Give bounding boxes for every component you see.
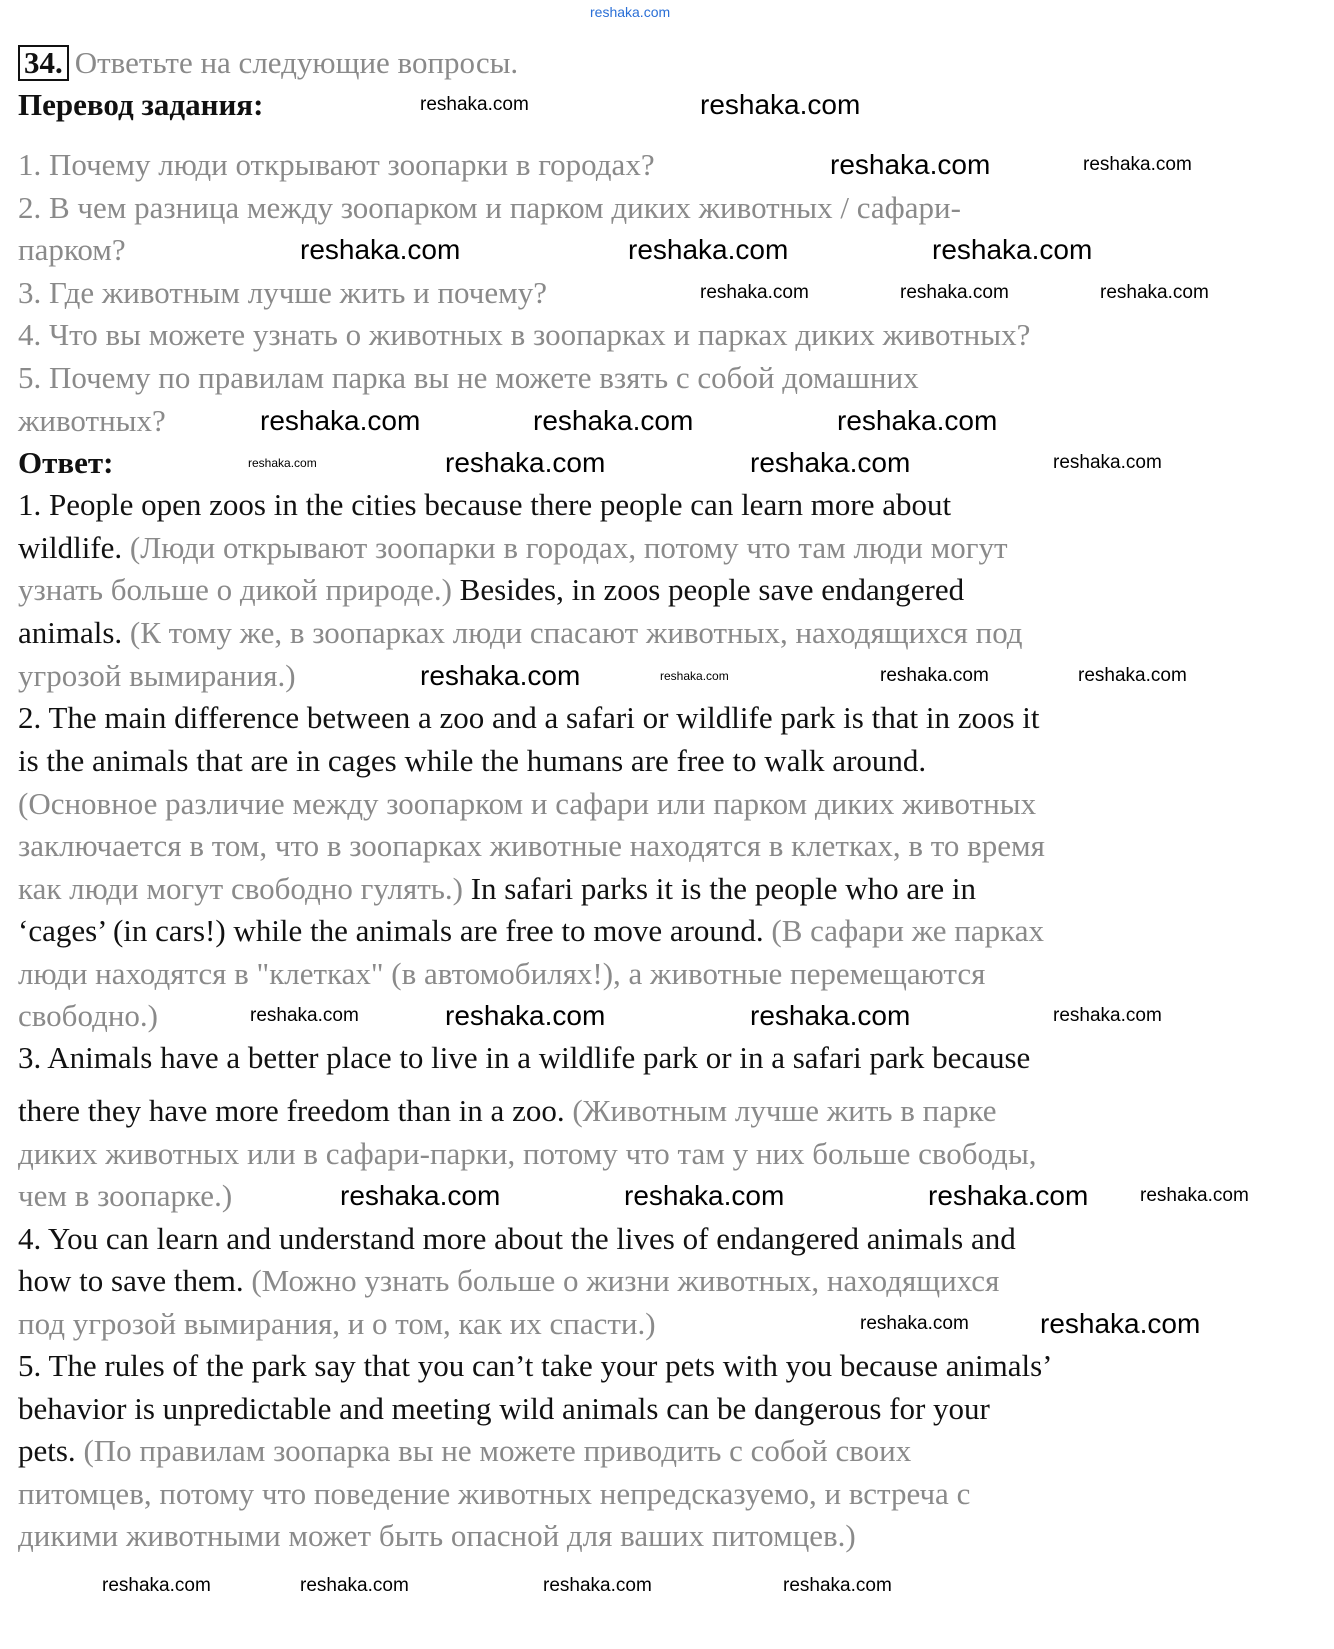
text-line xyxy=(18,785,1036,823)
watermark: reshaka.com xyxy=(1100,282,1209,303)
english-text: there they have more freedom than in a zoo. xyxy=(18,1093,573,1128)
english-text: 2. The main difference between a zoo and a safari or wildlife park is that in zoos it xyxy=(18,700,1040,735)
text-line xyxy=(18,742,926,780)
russian-text: 3. Где животным лучше жить и почему? xyxy=(18,275,547,310)
russian-text: (По правилам зоопарка вы не можете приводить с собой своих xyxy=(83,1433,912,1468)
russian-text: заключается в том, что в зоопарках животные находятся в клетках, в то время xyxy=(18,828,1045,863)
english-text: 4. You can learn and understand more about the lives of endangered animals and xyxy=(18,1221,1016,1256)
russian-text: 2. В чем разница между зоопарком и парком диких животных / сафари- xyxy=(18,190,961,225)
watermark: reshaka.com xyxy=(860,1313,969,1334)
russian-text: 5. Почему по правилам парка вы не можете взять с собой домашних xyxy=(18,360,919,395)
english-text: Besides, in zoos people save endangered xyxy=(459,572,965,607)
russian-text: свободно.) xyxy=(18,998,158,1033)
watermark: reshaka.com xyxy=(248,456,317,470)
text-line xyxy=(18,231,126,269)
watermark: reshaka.com xyxy=(300,234,461,265)
russian-text: животных? xyxy=(18,403,166,438)
watermark: reshaka.com xyxy=(590,4,671,20)
russian-text: как люди могут свободно гулять.) xyxy=(18,871,471,906)
text-line xyxy=(18,1305,656,1343)
russian-text: питомцев, потому что поведение животных непредсказуемо, и встреча с xyxy=(18,1476,971,1511)
exercise-number: 34. xyxy=(18,45,69,81)
text-line xyxy=(18,86,263,124)
watermark: reshaka.com xyxy=(102,1575,211,1596)
text-line xyxy=(18,1220,1016,1258)
watermark: reshaka.com xyxy=(420,660,581,691)
text-line xyxy=(18,1432,911,1470)
text-line xyxy=(18,359,919,397)
russian-text: узнать больше о дикой природе.) xyxy=(18,572,460,607)
watermark: reshaka.com xyxy=(250,1005,359,1026)
text-line xyxy=(18,955,985,993)
watermark: reshaka.com xyxy=(1083,154,1192,175)
watermark: reshaka.com xyxy=(660,669,729,683)
text-line xyxy=(18,827,1045,865)
english-text: 5. The rules of the park say that you can’t take your pets with you because animals’ xyxy=(18,1348,1053,1383)
watermark: reshaka.com xyxy=(750,1000,911,1031)
watermark: reshaka.com xyxy=(830,149,991,180)
english-text: pets. xyxy=(18,1433,84,1468)
watermark: reshaka.com xyxy=(533,405,694,436)
text-line xyxy=(18,571,964,609)
text-line xyxy=(18,1390,990,1428)
english-text: 1. People open zoos in the cities because there people can learn more about xyxy=(18,487,952,522)
watermark: reshaka.com xyxy=(260,405,421,436)
text-line xyxy=(18,870,976,908)
russian-text: (Животным лучше жить в парке xyxy=(572,1093,997,1128)
text-line xyxy=(18,1475,970,1513)
russian-text: парком? xyxy=(18,232,126,267)
watermark: reshaka.com xyxy=(928,1180,1089,1211)
text-line xyxy=(18,402,166,440)
english-text: is the animals that are in cages while the humans are free to walk around. xyxy=(18,743,927,778)
russian-text: (Люди открывают зоопарки в городах, потому что там люди могут xyxy=(129,530,1008,565)
watermark: reshaka.com xyxy=(880,665,989,686)
russian-text: 1. Почему люди открывают зоопарки в городах? xyxy=(18,147,655,182)
text-line xyxy=(18,1039,1030,1077)
english-text: behavior is unpredictable and meeting wild animals can be dangerous for your xyxy=(18,1391,990,1426)
russian-text: угрозой вымирания.) xyxy=(18,658,296,693)
russian-text: диких животных или в сафари-парки, потому что там у них больше свободы, xyxy=(18,1136,1037,1171)
text-line xyxy=(18,1135,1037,1173)
text-line xyxy=(18,1092,997,1130)
text-line xyxy=(18,1262,999,1300)
watermark: reshaka.com xyxy=(1140,1185,1249,1206)
russian-text: чем в зоопарке.) xyxy=(18,1178,233,1213)
watermark: reshaka.com xyxy=(750,447,911,478)
section-heading: Ответ: xyxy=(18,445,114,480)
english-text: how to save them. xyxy=(18,1263,252,1298)
watermark: reshaka.com xyxy=(445,447,606,478)
watermark: reshaka.com xyxy=(783,1575,892,1596)
watermark: reshaka.com xyxy=(932,234,1093,265)
text-line xyxy=(18,1347,1052,1385)
russian-text: люди находятся в "клетках" (в автомобилях!), а животные перемещаются xyxy=(18,956,986,991)
watermark: reshaka.com xyxy=(624,1180,785,1211)
russian-text: Ответьте на следующие вопросы. xyxy=(74,45,519,80)
watermark: reshaka.com xyxy=(628,234,789,265)
watermark: reshaka.com xyxy=(445,1000,606,1031)
text-line xyxy=(18,146,655,184)
text-line xyxy=(18,189,961,227)
text-line xyxy=(18,529,1008,567)
english-text: 3. Animals have a better place to live in a wildlife park or in a safari park because xyxy=(18,1040,1031,1075)
text-line xyxy=(18,657,296,695)
watermark: reshaka.com xyxy=(1040,1308,1201,1339)
watermark: reshaka.com xyxy=(340,1180,501,1211)
watermark: reshaka.com xyxy=(1053,452,1162,473)
section-heading: Перевод задания: xyxy=(18,87,264,122)
russian-text: (В сафари же парках xyxy=(771,913,1044,948)
russian-text: (К тому же, в зоопарках люди спасают животных, находящихся под xyxy=(129,615,1023,650)
watermark: reshaka.com xyxy=(420,94,529,115)
text-line xyxy=(18,699,1040,737)
english-text: animals. xyxy=(18,615,130,650)
text-line xyxy=(18,912,1044,950)
watermark: reshaka.com xyxy=(700,282,809,303)
text-line xyxy=(18,1517,856,1555)
text-line xyxy=(18,316,1030,354)
english-text: wildlife. xyxy=(18,530,130,565)
exercise-header xyxy=(18,44,518,82)
watermark: reshaka.com xyxy=(700,89,861,120)
exercise-instruction xyxy=(75,45,518,80)
watermark: reshaka.com xyxy=(1053,1005,1162,1026)
watermark: reshaka.com xyxy=(900,282,1009,303)
text-line xyxy=(18,614,1023,652)
text-line xyxy=(18,486,951,524)
text-line xyxy=(18,274,547,312)
english-text: In safari parks it is the people who are in xyxy=(470,871,977,906)
watermark: reshaka.com xyxy=(543,1575,652,1596)
russian-text: (Можно узнать больше о жизни животных, находящихся xyxy=(251,1263,1000,1298)
russian-text: (Основное различие между зоопарком и сафари или парком диких животных xyxy=(18,786,1037,821)
text-line xyxy=(18,997,158,1035)
english-text: ‘cages’ (in cars!) while the animals are free to move around. xyxy=(18,913,772,948)
watermark: reshaka.com xyxy=(1078,665,1187,686)
text-line xyxy=(18,444,113,482)
russian-text: 4. Что вы можете узнать о животных в зоопарках и парках диких животных? xyxy=(18,317,1031,352)
watermark: reshaka.com xyxy=(300,1575,409,1596)
russian-text: под угрозой вымирания, и о том, как их спасти.) xyxy=(18,1306,656,1341)
russian-text: дикими животными может быть опасной для ваших питомцев.) xyxy=(18,1518,856,1553)
text-line xyxy=(18,1177,232,1215)
watermark: reshaka.com xyxy=(837,405,998,436)
